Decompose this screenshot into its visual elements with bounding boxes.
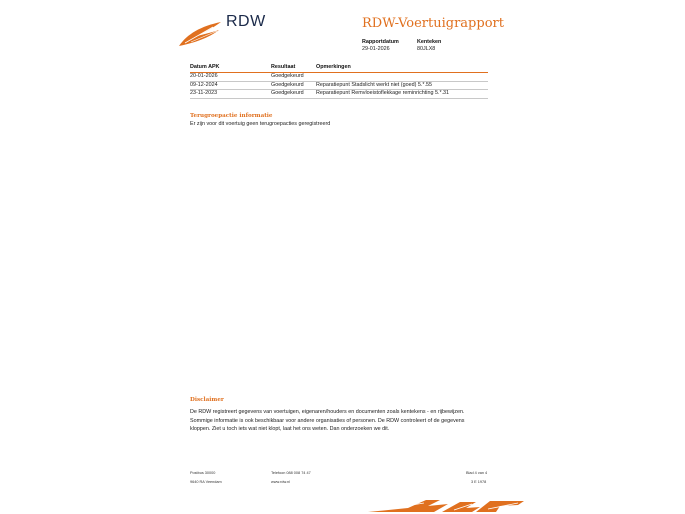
row-remark: Reparatiepunt Stadslicht werkt niet (goed) 5.*.55 — [316, 81, 432, 88]
plate-value: 80JLX8 — [417, 46, 436, 52]
report-date-value: 29-01-2026 — [362, 46, 390, 52]
footer-code: 3 E 1978 — [471, 480, 487, 484]
column-header-result: Resultaat — [271, 64, 296, 70]
column-header-date: Datum APK — [190, 64, 220, 70]
row-divider — [190, 98, 488, 99]
row-result: Goedgekeurd — [271, 90, 304, 96]
brand-stripes-icon — [368, 498, 528, 514]
row-date: 09-12-2024 — [190, 81, 218, 88]
row-result: Goedgekeurd — [271, 73, 304, 79]
recall-title: Terugroepactie informatie — [190, 113, 273, 119]
row-result: Goedgekeurd — [271, 81, 304, 88]
plate-label: Kenteken — [417, 39, 442, 45]
disclaimer-title: Disclaimer — [190, 397, 224, 403]
recall-text: Er zijn voor dit voertuig geen terugroepacties geregistreerd — [190, 121, 331, 127]
row-remark: Reparatiepunt Remvloeistoflekkage reminrichting 5.*.31 — [316, 90, 450, 96]
report-title: RDW-Voertuigrapport — [362, 16, 504, 31]
footer-postbus: Postbus 30000 — [190, 471, 216, 475]
disclaimer-line: Sommige informatie is ook beschikbaar voor andere organisaties of personen. De RDW controleert of de gegevens — [190, 417, 465, 424]
footer-phone: Telefoon 088 008 74 47 — [271, 471, 311, 475]
footer-page-number: Blad 4 van 4 — [466, 471, 488, 475]
row-date: 23-11-2023 — [190, 90, 218, 96]
report-date-label: Rapportdatum — [362, 39, 399, 45]
row-date: 20-01-2026 — [190, 73, 218, 79]
disclaimer-line: kloppen. Ziet u toch iets wat niet klopt, laat het ons weten. Dan onderzoeken we dit. — [190, 426, 390, 432]
disclaimer-line: De RDW registreert gegevens van voertuigen, eigenaren/houders en documenten zoals kentekens - en rijbewijzen. — [190, 409, 465, 415]
footer-city: 9640 RA Veendam — [190, 480, 222, 484]
table-header-rule — [190, 72, 488, 73]
rdw-logo-icon — [177, 20, 223, 48]
column-header-remarks: Opmerkingen — [316, 64, 351, 70]
footer-website[interactable]: www.rdw.nl — [271, 480, 290, 484]
logo-text: RDW — [226, 13, 266, 30]
